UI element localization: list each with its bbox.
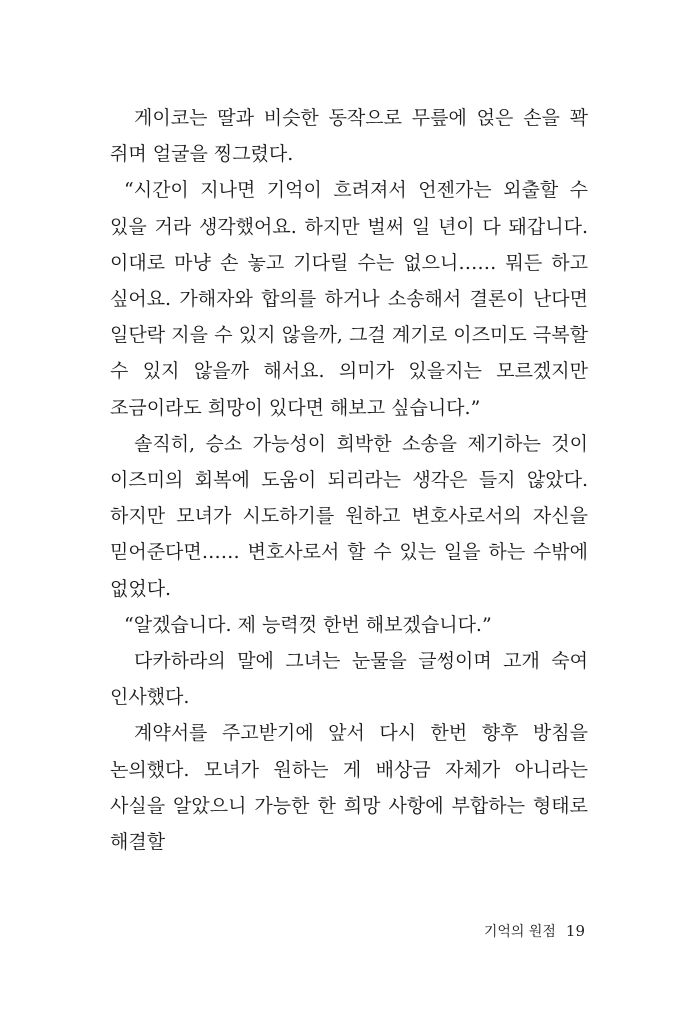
page-footer xyxy=(484,921,585,942)
paragraph-3: 솔직히, 승소 가능성이 희박한 소송을 제기하는 것이 이즈미의 회복에 도움이 되리라는 생각은 들지 않았다. 하지만 모녀가 시도하기를 원하고 변호사로서의 자신을 믿어준다면…… 변호사로서 할 수 있는 일을 하는 수밖에 없었다. xyxy=(110,432,588,600)
paragraph-5: 다카하라의 말에 그녀는 눈물을 글썽이며 고개 숙여 인사했다. xyxy=(110,650,588,709)
paragraph-6: 계약서를 주고받기에 앞서 다시 한번 향후 방침을 논의했다. 모녀가 원하는 게 배상금 자체가 아니라는 사실을 알았으니 가능한 한 희망 사항에 부합하는 형태로 해결할 xyxy=(110,722,588,854)
body-text xyxy=(110,100,588,860)
paragraph-4-quote: “알겠습니다. 제 능력껏 한번 해보겠습니다.” xyxy=(124,613,492,636)
paragraph-2-quote: “시간이 지나면 기억이 흐려져서 언젠가는 외출할 수 있을 거라 생각했어요. 하지만 벌써 일 년이 다 돼갑니다. 이대로 마냥 손 놓고 기다릴 수는 없으니…… 뭐든 하고 싶어요. 가해자와 합의를 하거나 소송해서 결론이 난다면 일단락 지을 수 있지 않을까, 그걸 계기로 이즈미도 극복할 수 있지 않을까 해서요. 의미가 있을지는 모르겠지만 조금이라도 희망이 있다면 해보고 싶습니다.” xyxy=(110,179,588,419)
page-number: 19 xyxy=(565,922,585,940)
running-title: 기억의 원점 xyxy=(483,924,556,940)
paragraph-1: 게이코는 딸과 비슷한 동작으로 무릎에 얹은 손을 꽉 쥐며 얼굴을 찡그렸다. xyxy=(110,107,588,166)
